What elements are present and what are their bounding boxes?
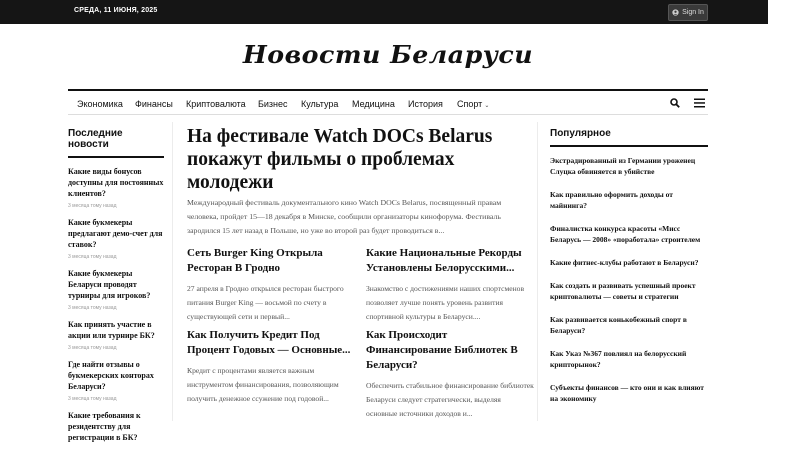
timestamp: 3 месяца тому назад (68, 203, 117, 209)
top-bar (0, 0, 768, 24)
nav-item-business[interactable]: Бизнес (258, 99, 288, 109)
list-item (68, 166, 164, 209)
user-icon (672, 9, 679, 16)
list-item (68, 217, 164, 260)
article-card (366, 246, 534, 324)
featured-article-title[interactable]: На фестивале Watch DOCs Belarus покажут фильмы о проблемах молодежи (187, 126, 493, 193)
article-card (366, 328, 534, 421)
latest-news-column (68, 128, 164, 451)
list-item (550, 189, 708, 211)
latest-news-link[interactable]: Как принять участие в акции или турнире БК? (68, 320, 155, 340)
article-card-title[interactable]: Как Происходит Финансирование Библиотек В Беларуси? (366, 329, 518, 371)
nav-item-culture[interactable]: Культура (301, 99, 339, 109)
list-item (550, 382, 708, 404)
nav-item-finance[interactable]: Финансы (135, 99, 173, 109)
list-item (68, 268, 164, 311)
article-card-title[interactable]: Сеть Burger King Открыла Ресторан В Гродно (187, 247, 323, 274)
search-icon[interactable] (670, 98, 680, 108)
sign-in-button[interactable] (668, 4, 708, 21)
latest-news-link[interactable]: Какие букмекеры Беларуси проводят турниры для игроков? (68, 269, 151, 300)
hamburger-menu-icon[interactable] (694, 98, 705, 108)
main-nav (68, 89, 708, 115)
list-item (550, 280, 708, 302)
featured-column (172, 122, 538, 421)
popular-news-link[interactable]: Субъекты финансов — кто они и как влияют на экономику (550, 383, 704, 403)
featured-article-lead: Международный фестиваль документального кино Watch DOCs Belarus, посвященный правам человека, пройдет 15—18 декабря в Минске, сообщили организаторы кинофорума. Фестиваль зародился 15 лет назад в Польше, но уже во второй раз будет проводиться в... (187, 198, 502, 235)
article-card-excerpt: Кредит с процентами является важным инструментом финансирования, позволяющим получить денежное ссужение под годовой... (187, 366, 339, 403)
article-card-excerpt: Знакомство с достижениями наших спортсменов позволяет лучше понять уровень развития спортивной культуры в Беларуси.... (366, 284, 525, 321)
list-item (550, 155, 708, 177)
popular-heading: Популярное (550, 128, 708, 147)
nav-item-sport[interactable] (457, 99, 489, 109)
current-date: СРЕДА, 11 ИЮНЯ, 2025 (74, 7, 158, 14)
article-card (187, 328, 355, 406)
popular-news-link[interactable]: Как Указ №367 повлиял на белорусский крипторынок? (550, 349, 687, 369)
popular-news-link[interactable]: Какие фитнес-клубы работают в Беларуси? (550, 258, 699, 267)
nav-item-sport-label: Спорт (457, 99, 483, 109)
nav-item-medicine[interactable]: Медицина (352, 99, 395, 109)
list-item (68, 319, 164, 351)
list-item (550, 314, 708, 336)
list-item (68, 359, 164, 402)
popular-news-link[interactable]: Как развивается конькобежный спорт в Беларуси? (550, 315, 687, 335)
popular-news-link[interactable]: Как правильно оформить доходы от майнинга? (550, 190, 673, 210)
nav-item-crypto[interactable]: Криптовалюта (186, 99, 246, 109)
article-card-excerpt: Обеспечить стабильное финансирование библиотек Беларуси следует стратегически, выделяя основные источники доходов и... (366, 381, 534, 418)
popular-column (550, 128, 708, 416)
site-logo[interactable]: Новости Беларуси (242, 40, 534, 69)
timestamp: 3 месяца тому назад (68, 396, 117, 402)
timestamp: 3 месяца тому назад (68, 345, 117, 351)
latest-news-link[interactable]: Где найти отзывы о букмекерских конторах Беларуси? (68, 360, 154, 391)
timestamp: 3 месяца тому назад (68, 305, 117, 311)
latest-news-link[interactable]: Какие виды бонусов доступны для постоянных клиентов? (68, 167, 164, 198)
list-item (550, 257, 708, 268)
chevron-down-icon: ⌄ (484, 103, 490, 109)
nav-item-history[interactable]: История (408, 99, 443, 109)
timestamp: 3 месяца тому назад (68, 254, 117, 260)
popular-news-link[interactable]: Экстрадированный из Германии уроженец Слуцка обвиняется в убийстве (550, 156, 696, 176)
article-card-title[interactable]: Какие Национальные Рекорды Установлены Белорусскими... (366, 247, 522, 274)
latest-news-link[interactable]: Какие требования к резидентству для регистрации в БК? (68, 411, 141, 442)
latest-news-heading: Последние новости (68, 128, 164, 158)
list-item (550, 348, 708, 370)
popular-news-link[interactable]: Как создать и развивать успешный проект криптовалюты — советы и стратегии (550, 281, 696, 301)
latest-news-link[interactable]: Какие букмекеры предлагают демо-счет для ставок? (68, 218, 163, 249)
sign-in-label: Sign In (682, 9, 704, 16)
list-item (550, 223, 708, 245)
article-card-title[interactable]: Как Получить Кредит Под Процент Годовых — Основные... (187, 329, 351, 356)
article-card-excerpt: 27 апреля в Гродно открылся ресторан быстрого питания Burger King — восьмой по счету в существующей сети и первый... (187, 284, 344, 321)
nav-item-economy[interactable]: Экономика (77, 99, 123, 109)
popular-news-link[interactable]: Финалистка конкурса красоты «Мисс Беларусь — 2008» «поработала» строителем (550, 224, 701, 244)
list-item (68, 410, 164, 443)
article-card (187, 246, 355, 324)
